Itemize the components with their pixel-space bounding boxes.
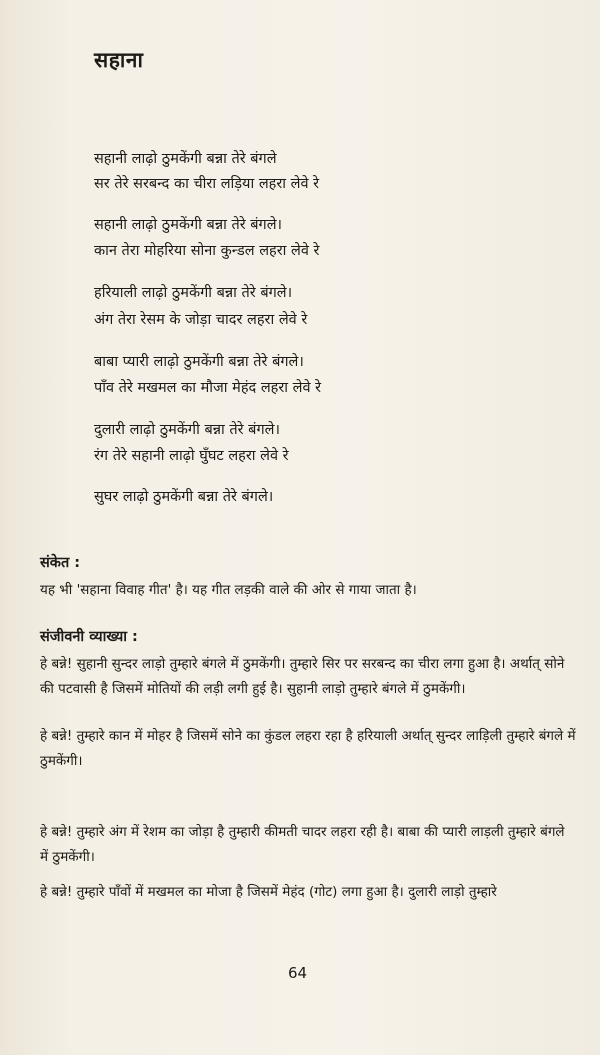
verse-5-line-2: रंग तेरे सहानी लाढ़ो घुँघट लहरा लेवे रे xyxy=(94,448,289,464)
vyakhya-heading: संजीवनी व्याख्या : xyxy=(40,629,138,645)
verse-1-line-2: सर तेरे सरबन्द का चीरा लड़िया लहरा लेवे रे xyxy=(94,176,320,192)
vyakhya-paragraph-4: हे बन्ने! तुम्हारे पाँवों में मखमल का मोजा है जिसमें मेहंद (गोट) लगा हुआ है। दुलारी लाड़ो तुम्हारे xyxy=(40,884,497,900)
page-title: सहाना xyxy=(94,48,144,72)
verse-3-line-1: हरियाली लाढ़ो ठुमकेंगी बन्ना तेरे बंगले। xyxy=(94,285,293,301)
verse-5-line-1: दुलारी लाढ़ो ठुमकेंगी बन्ना तेरे बंगले। xyxy=(94,422,280,438)
verse-4-line-2: पाँव तेरे मखमल का मौजा मेहंद लहरा लेवे रे xyxy=(94,380,322,396)
verse-2-line-2: कान तेरा मोहरिया सोना कुन्डल लहरा लेवे रे xyxy=(94,243,320,259)
verse-3-line-2: अंग तेरा रेसम के जोड़ा चादर लहरा लेवे रे xyxy=(94,312,308,328)
verse-1-line-1: सहानी लाढ़ो ठुमकेंगी बन्ना तेरे बंगले xyxy=(94,151,277,167)
vyakhya-paragraph-3: हे बन्ने! तुम्हारे अंग में रेशम का जोड़ा है तुम्हारी कीमती चादर लहरा रही है। बाबा की प्यारी लाड़ली तुम्हारे बंगले में ठुमकेंगी। xyxy=(40,824,565,865)
vyakhya-paragraph-1: हे बन्ने! सुहानी सुन्दर लाड़ो तुम्हारे बंगले में ठुमकेंगी। तुम्हारे सिर पर सरबन्द का चीरा लगा हुआ है। अर्थात् सोने की पटवासी है जिसमें मोतियों की लड़ी लगी हुई है। सुहानी लाड़ो तुम्हारे बंगले में ठुमकेंगी। xyxy=(40,656,565,697)
sanket-text: यह भी 'सहाना विवाह गीत' है। यह गीत लड़की वाले की ओर से गाया जाता है। xyxy=(40,582,417,598)
vyakhya-paragraph-2: हे बन्ने! तुम्हारे कान में मोहर है जिसमें सोने का कुंडल लहरा रहा है हरियाली अर्थात् सुन्दर लाड़िली तुम्हारे बंगले में ठुमकेंगी। xyxy=(40,728,576,769)
page-number: 64 xyxy=(288,964,308,982)
verse-6-line-1: सुघर लाढ़ो ठुमकेंगी बन्ना तेरे बंगले। xyxy=(94,489,274,505)
sanket-heading: संकेत : xyxy=(40,555,81,571)
verse-4-line-1: बाबा प्यारी लाढ़ो ठुमकेंगी बन्ना तेरे बंगले। xyxy=(94,354,304,370)
verse-2-line-1: सहानी लाढ़ो ठुमकेंगी बन्ना तेरे बंगले। xyxy=(94,217,283,233)
